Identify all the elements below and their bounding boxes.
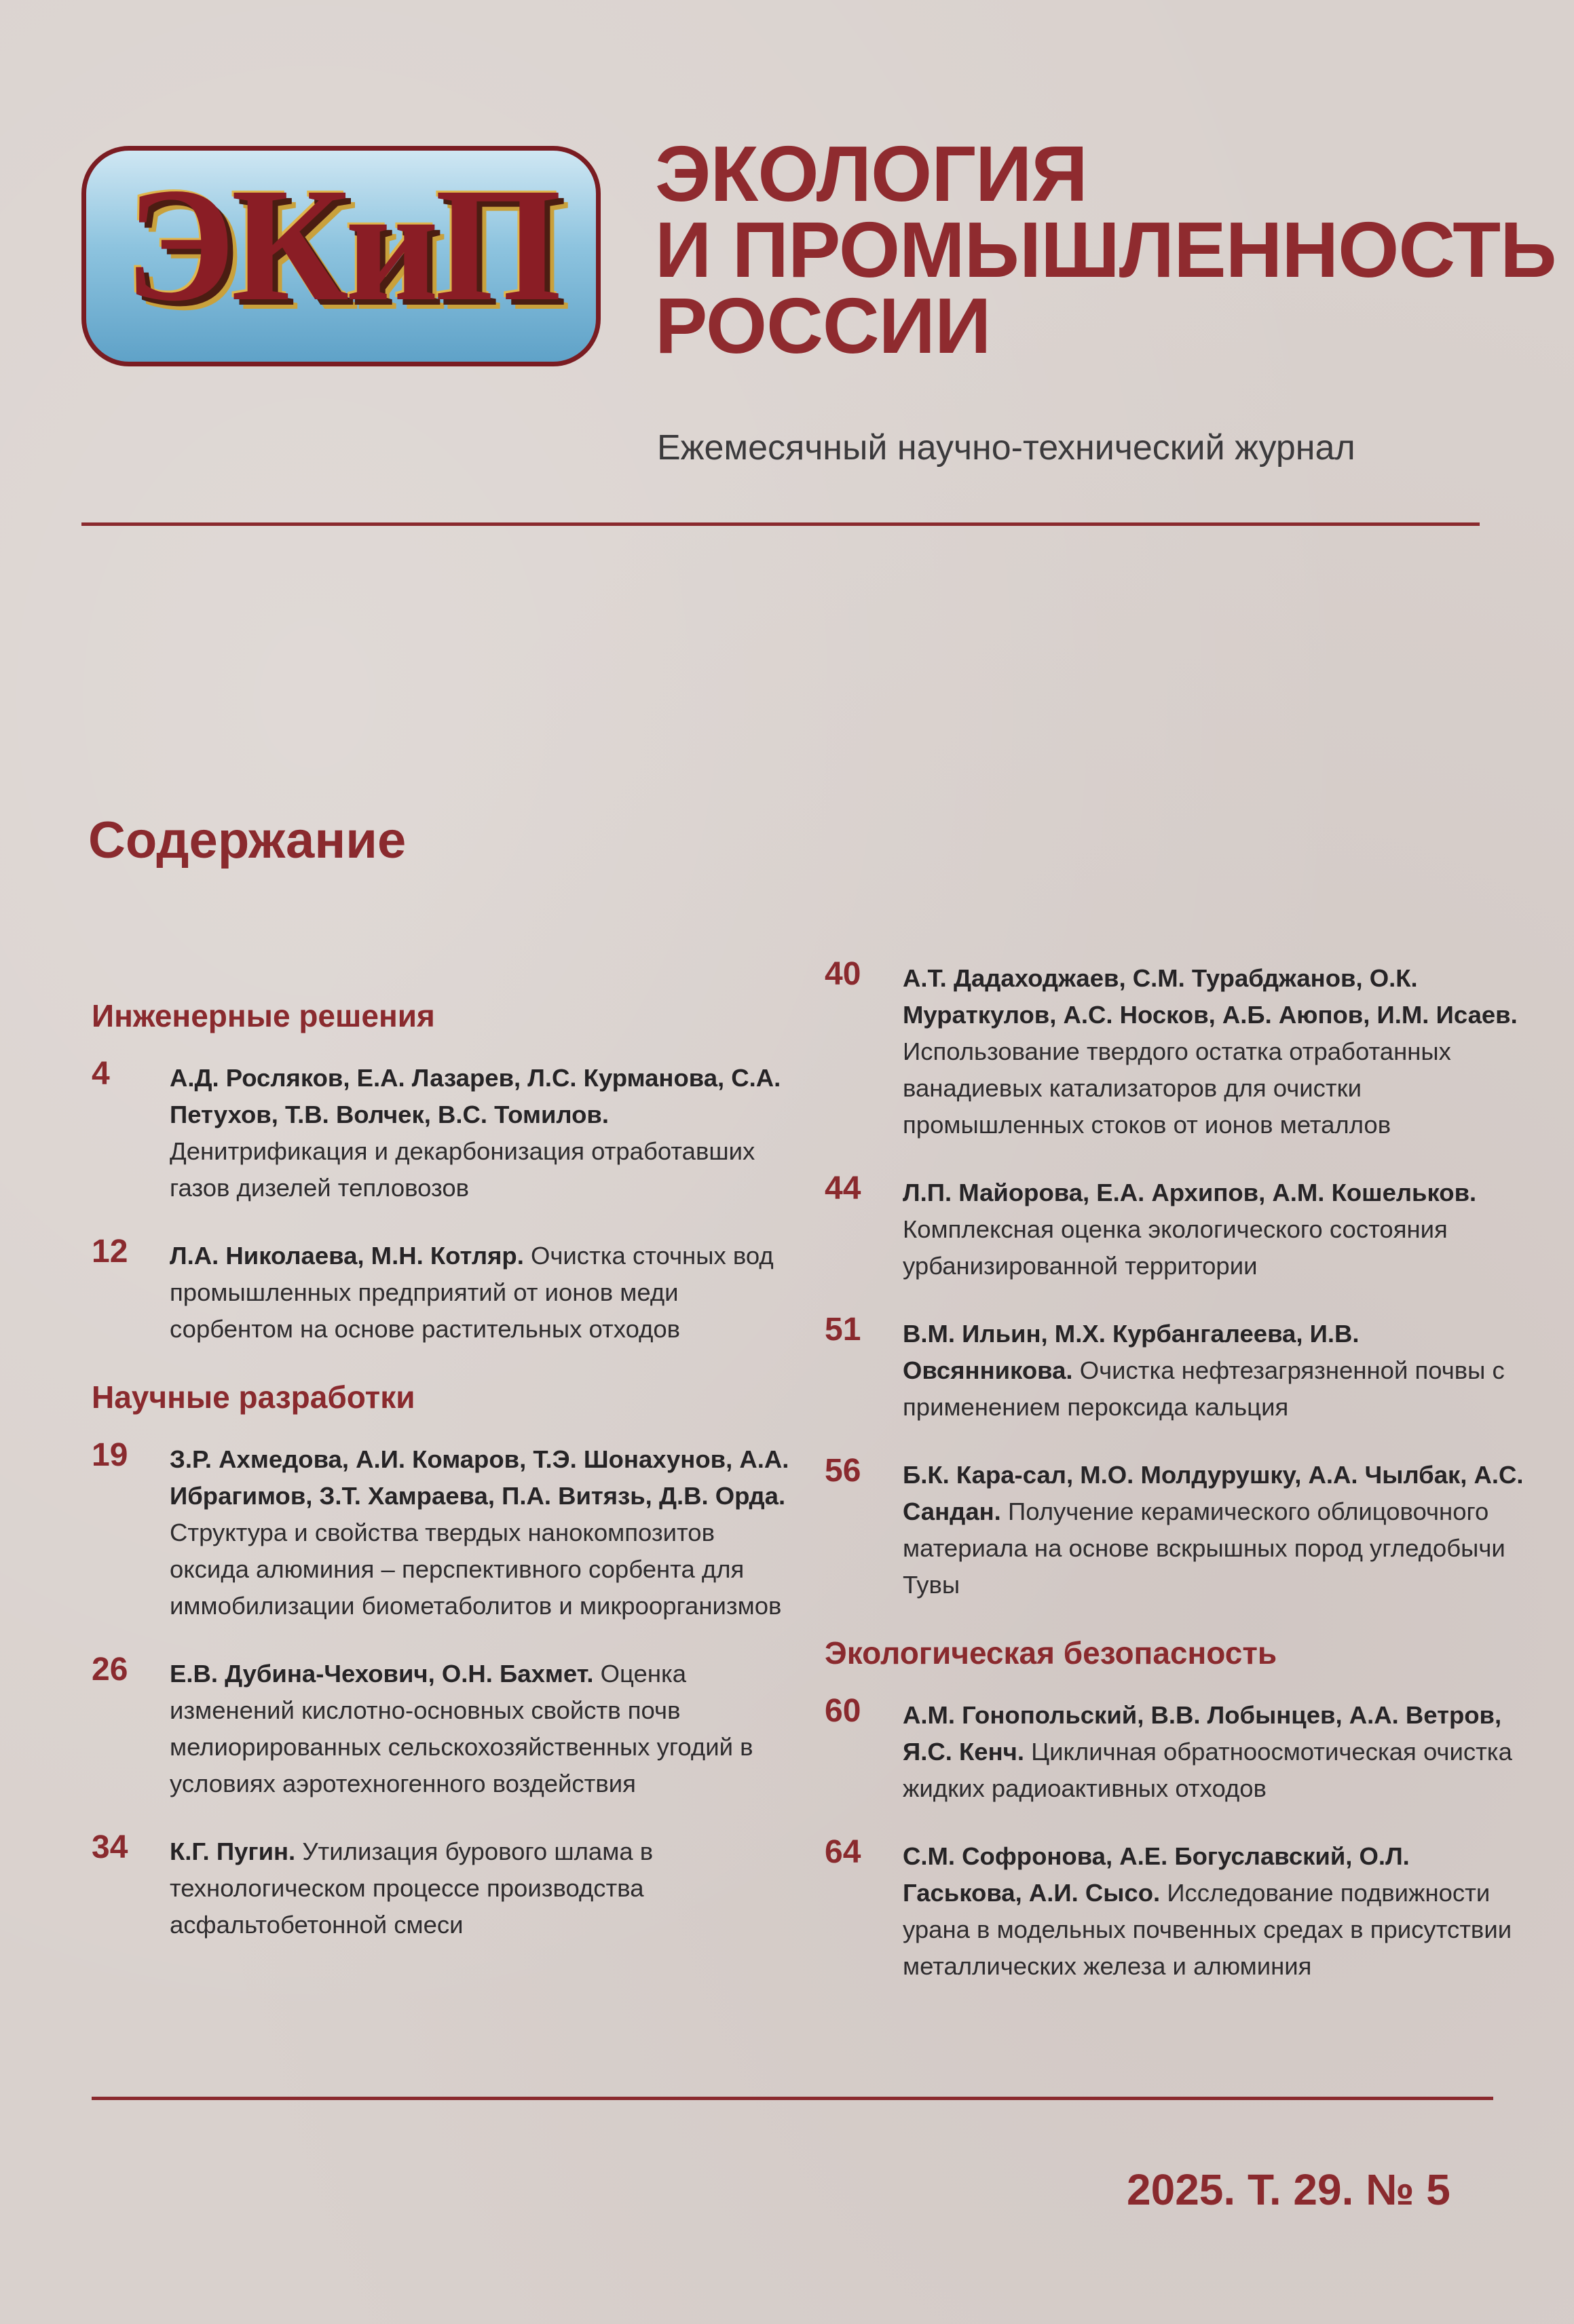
entry-title: Исследование подвижности урана в модельных почвенных средах в присутствии металлических железа и алюминия	[903, 1879, 1512, 1980]
page-number: 56	[825, 1453, 861, 1489]
entry-authors: А.Д. Росляков, Е.А. Лазарев, Л.С. Курманова, С.А. Петухов, Т.В. Волчек, В.С. Томилов.	[170, 1064, 781, 1128]
contents-entry	[825, 1170, 1531, 1284]
journal-title-line: РОССИИ	[655, 282, 991, 370]
contents-entry	[825, 1312, 1531, 1426]
page-number: 19	[92, 1437, 128, 1473]
entry-authors: А.М. Гонопольский, В.В. Лобынцев, А.А. Ветров, Я.С. Кенч.	[903, 1701, 1502, 1766]
entry-title: Получение керамического облицовочного материала на основе вскрышных пород угледобычи Тувы	[903, 1498, 1505, 1599]
entry-authors: К.Г. Пугин.	[170, 1837, 296, 1865]
section-heading: Экологическая безопасность	[825, 1635, 1277, 1671]
bottom-divider	[92, 2097, 1493, 2100]
journal-title-line: И ПРОМЫШЛЕННОСТЬ	[655, 206, 1556, 294]
contents-entry	[825, 956, 1531, 1143]
entry-title: Комплексная оценка экологического состояния урбанизированной территории	[903, 1215, 1448, 1280]
page-number: 34	[92, 1829, 128, 1865]
entry-authors: Е.В. Дубина-Чехович, О.Н. Бахмет.	[170, 1660, 594, 1688]
contents-entry	[92, 1056, 798, 1206]
section-heading: Инженерные решения	[92, 998, 435, 1033]
page-number: 64	[825, 1834, 861, 1870]
contents-entry	[825, 1453, 1531, 1603]
page-number: 44	[825, 1170, 861, 1206]
page-number: 60	[825, 1693, 861, 1729]
issue-number: 2025. Т. 29. № 5	[1127, 2165, 1450, 2214]
contents-heading: Содержание	[88, 812, 407, 869]
entry-title: Очистка сточных вод промышленных предприятий от ионов меди сорбентом на основе растительных отходов	[170, 1242, 774, 1343]
top-divider	[81, 522, 1480, 526]
entry-title: Очистка нефтезагрязненной почвы с применением пероксида кальция	[903, 1356, 1505, 1421]
contents-entry	[825, 1693, 1531, 1807]
entry-title: Структура и свойства твердых нанокомпозитов оксида алюминия – перспективного сорбента для иммобилизации биометаболитов и микроорганизмов	[170, 1519, 782, 1620]
contents-right-column	[825, 956, 1531, 2016]
journal-title-line: ЭКОЛОГИЯ	[655, 130, 1087, 218]
page-number: 12	[92, 1234, 128, 1270]
page-number: 40	[825, 956, 861, 992]
contents-entry	[92, 1652, 798, 1802]
entry-authors: Л.А. Николаева, М.Н. Котляр.	[170, 1242, 524, 1270]
contents-entry	[825, 1834, 1531, 1985]
entry-title: Оценка изменений кислотно-основных свойств почв мелиорированных сельскохозяйственных угодий в условиях аэротехногенного воздействия	[170, 1660, 753, 1797]
contents-entry	[92, 1829, 798, 1943]
contents-left-column	[92, 997, 798, 1975]
logo-text: ЭКиП	[124, 154, 558, 335]
page-number: 26	[92, 1652, 128, 1688]
contents-entry	[92, 1234, 798, 1348]
entry-title: Денитрификация и декарбонизация отработавших газов дизелей тепловозов	[170, 1137, 755, 1202]
section-heading: Научные разработки	[92, 1379, 415, 1415]
entry-authors: В.М. Ильин, М.Х. Курбангалеева, И.В. Овсянникова.	[903, 1320, 1360, 1384]
page-number: 4	[92, 1056, 110, 1092]
journal-logo	[81, 146, 601, 366]
journal-subtitle: Ежемесячный научно-технический журнал	[657, 428, 1355, 468]
entry-title: Утилизация бурового шлама в технологическом процессе производства асфальтобетонной смеси	[170, 1837, 654, 1939]
entry-authors: З.Р. Ахмедова, А.И. Комаров, Т.Э. Шонахунов, А.А. Ибрагимов, З.Т. Хамраева, П.А. Витязь, Д.В. Орда.	[170, 1445, 789, 1510]
entry-authors: С.М. Софронова, А.Е. Богуславский, О.Л. Гаськова, А.И. Сысо.	[903, 1842, 1410, 1907]
page-number: 51	[825, 1312, 861, 1348]
entry-authors: А.Т. Дадаходжаев, С.М. Турабджанов, О.К. Мураткулов, А.С. Носков, А.Б. Аюпов, И.М. Исаев.	[903, 964, 1518, 1029]
entry-title: Цикличная обратноосмотическая очистка жидких радиоактивных отходов	[903, 1738, 1512, 1802]
entry-authors: Л.П. Майорова, Е.А. Архипов, А.М. Кошельков.	[903, 1179, 1477, 1206]
contents-entry	[92, 1437, 798, 1624]
entry-authors: Б.К. Кара-сал, М.О. Молдурушку, А.А. Чылбак, А.С. Сандан.	[903, 1461, 1524, 1525]
entry-title: Использование твердого остатка отработанных ванадиевых катализаторов для очистки промышленных стоков от ионов металлов	[903, 1037, 1451, 1139]
journal-title	[655, 130, 1556, 370]
